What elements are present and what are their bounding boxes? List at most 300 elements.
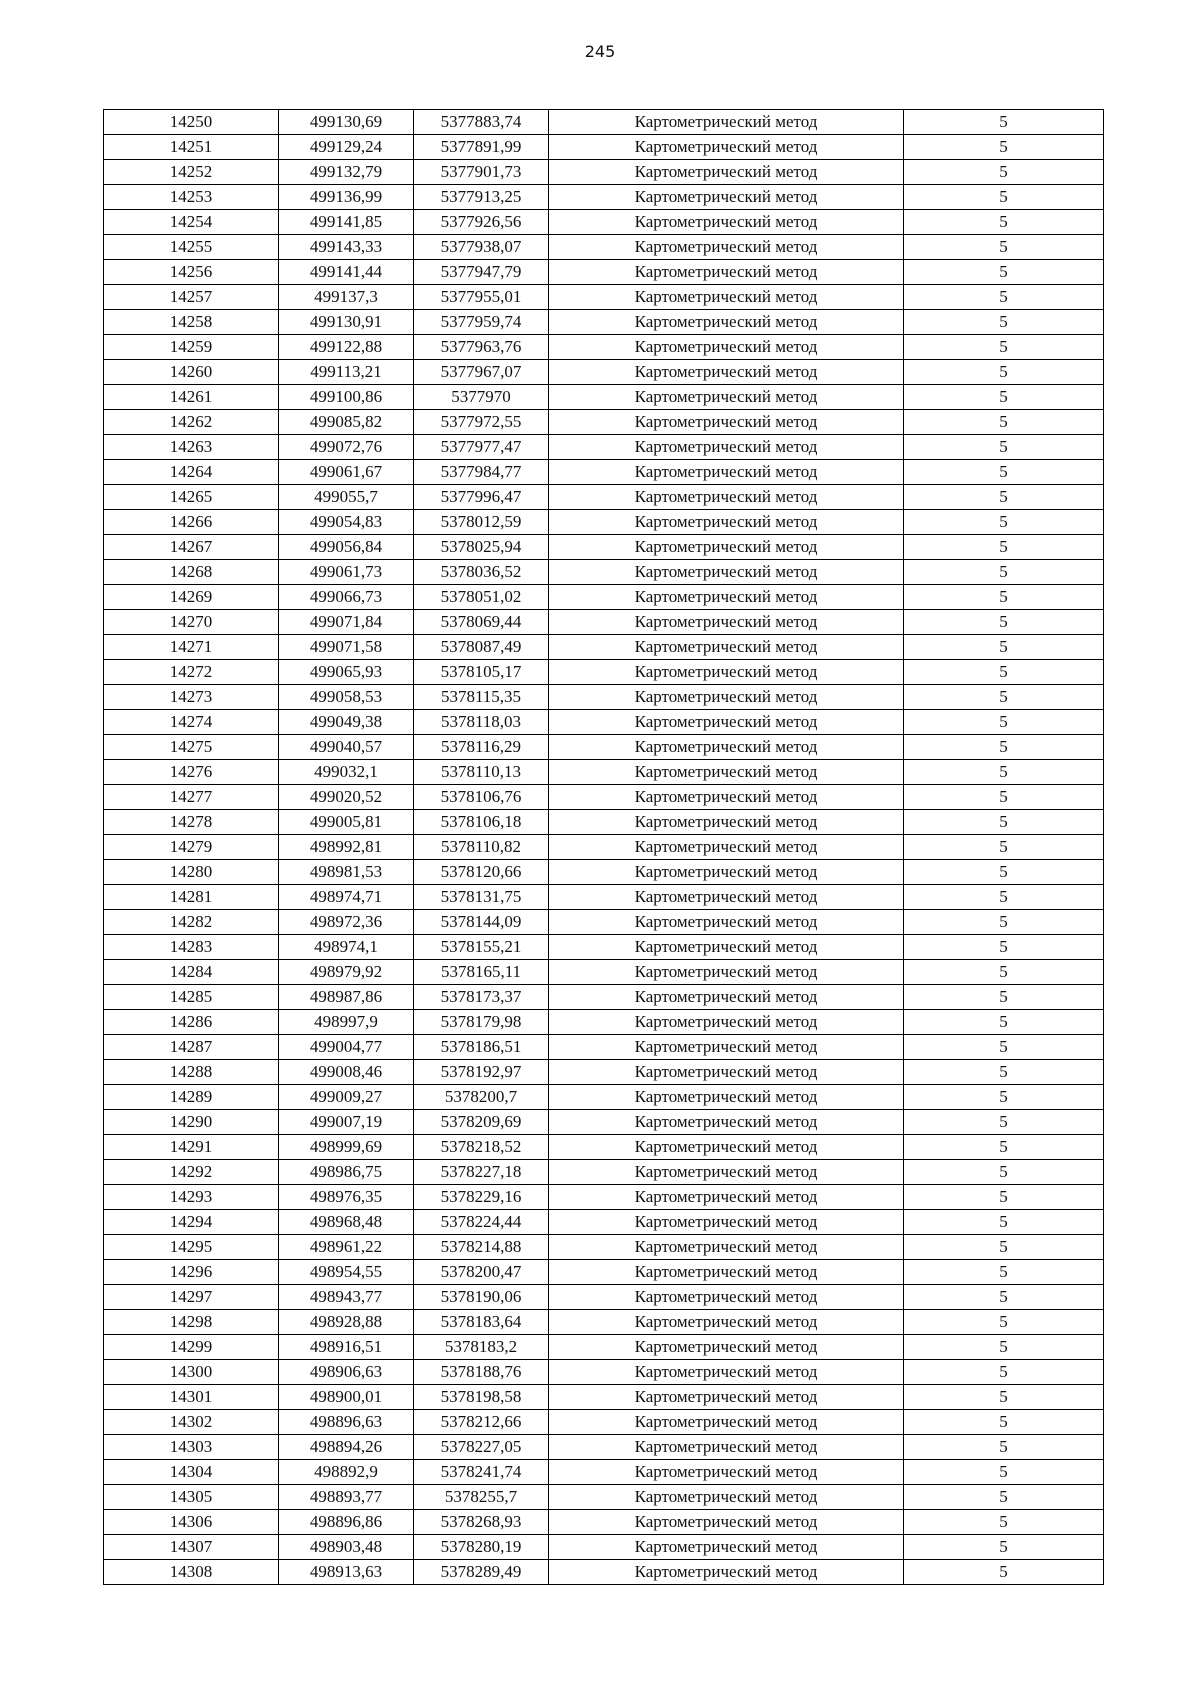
method-cell: Картометрический метод [549, 1535, 904, 1560]
y-coordinate-cell: 5377926,56 [414, 210, 549, 235]
table-row [104, 1510, 1104, 1535]
accuracy-cell: 5 [904, 1135, 1104, 1160]
method-cell: Картометрический метод [549, 835, 904, 860]
y-coordinate-cell: 5378227,05 [414, 1435, 549, 1460]
y-coordinate-cell: 5377955,01 [414, 285, 549, 310]
table-row [104, 835, 1104, 860]
table-row [104, 735, 1104, 760]
x-coordinate-cell: 498974,71 [279, 885, 414, 910]
y-coordinate-cell: 5378227,18 [414, 1160, 549, 1185]
method-cell: Картометрический метод [549, 985, 904, 1010]
accuracy-cell: 5 [904, 285, 1104, 310]
x-coordinate-cell: 499130,91 [279, 310, 414, 335]
table-row [104, 810, 1104, 835]
table-row [104, 785, 1104, 810]
table-row [104, 1335, 1104, 1360]
method-cell: Картометрический метод [549, 235, 904, 260]
table-row [104, 360, 1104, 385]
table-row [104, 1560, 1104, 1585]
point-number-cell: 14289 [104, 1085, 279, 1110]
accuracy-cell: 5 [904, 1260, 1104, 1285]
method-cell: Картометрический метод [549, 110, 904, 135]
y-coordinate-cell: 5377984,77 [414, 460, 549, 485]
x-coordinate-cell: 498999,69 [279, 1135, 414, 1160]
y-coordinate-cell: 5378012,59 [414, 510, 549, 535]
table-row [104, 860, 1104, 885]
point-number-cell: 14302 [104, 1410, 279, 1435]
point-number-cell: 14262 [104, 410, 279, 435]
accuracy-cell: 5 [904, 310, 1104, 335]
y-coordinate-cell: 5378036,52 [414, 560, 549, 585]
table-row [104, 1410, 1104, 1435]
table-row [104, 160, 1104, 185]
table-row [104, 510, 1104, 535]
method-cell: Картометрический метод [549, 485, 904, 510]
table-row [104, 660, 1104, 685]
accuracy-cell: 5 [904, 135, 1104, 160]
y-coordinate-cell: 5378051,02 [414, 585, 549, 610]
x-coordinate-cell: 498954,55 [279, 1260, 414, 1285]
x-coordinate-cell: 499137,3 [279, 285, 414, 310]
y-coordinate-cell: 5378173,37 [414, 985, 549, 1010]
y-coordinate-cell: 5378165,11 [414, 960, 549, 985]
method-cell: Картометрический метод [549, 1110, 904, 1135]
accuracy-cell: 5 [904, 210, 1104, 235]
accuracy-cell: 5 [904, 835, 1104, 860]
accuracy-cell: 5 [904, 960, 1104, 985]
method-cell: Картометрический метод [549, 260, 904, 285]
method-cell: Картометрический метод [549, 560, 904, 585]
y-coordinate-cell: 5378120,66 [414, 860, 549, 885]
coordinates-table [103, 109, 1104, 1585]
table-row [104, 410, 1104, 435]
point-number-cell: 14292 [104, 1160, 279, 1185]
method-cell: Картометрический метод [549, 1335, 904, 1360]
point-number-cell: 14265 [104, 485, 279, 510]
accuracy-cell: 5 [904, 660, 1104, 685]
point-number-cell: 14297 [104, 1285, 279, 1310]
y-coordinate-cell: 5378115,35 [414, 685, 549, 710]
point-number-cell: 14308 [104, 1560, 279, 1585]
point-number-cell: 14305 [104, 1485, 279, 1510]
method-cell: Картометрический метод [549, 435, 904, 460]
accuracy-cell: 5 [904, 1435, 1104, 1460]
accuracy-cell: 5 [904, 1335, 1104, 1360]
method-cell: Картометрический метод [549, 1210, 904, 1235]
x-coordinate-cell: 498974,1 [279, 935, 414, 960]
y-coordinate-cell: 5378110,13 [414, 760, 549, 785]
method-cell: Картометрический метод [549, 1010, 904, 1035]
x-coordinate-cell: 499032,1 [279, 760, 414, 785]
accuracy-cell: 5 [904, 160, 1104, 185]
accuracy-cell: 5 [904, 335, 1104, 360]
x-coordinate-cell: 499065,93 [279, 660, 414, 685]
accuracy-cell: 5 [904, 1560, 1104, 1585]
accuracy-cell: 5 [904, 1460, 1104, 1485]
x-coordinate-cell: 499049,38 [279, 710, 414, 735]
y-coordinate-cell: 5378280,19 [414, 1535, 549, 1560]
method-cell: Картометрический метод [549, 285, 904, 310]
x-coordinate-cell: 499020,52 [279, 785, 414, 810]
x-coordinate-cell: 499072,76 [279, 435, 414, 460]
point-number-cell: 14261 [104, 385, 279, 410]
point-number-cell: 14286 [104, 1010, 279, 1035]
table-row [104, 1260, 1104, 1285]
x-coordinate-cell: 499061,67 [279, 460, 414, 485]
x-coordinate-cell: 499085,82 [279, 410, 414, 435]
accuracy-cell: 5 [904, 910, 1104, 935]
table-row [104, 1160, 1104, 1185]
y-coordinate-cell: 5378183,2 [414, 1335, 549, 1360]
table-row [104, 435, 1104, 460]
accuracy-cell: 5 [904, 1060, 1104, 1085]
table-row [104, 535, 1104, 560]
method-cell: Картометрический метод [549, 135, 904, 160]
method-cell: Картометрический метод [549, 735, 904, 760]
table-row [104, 385, 1104, 410]
method-cell: Картометрический метод [549, 610, 904, 635]
table-row [104, 1185, 1104, 1210]
method-cell: Картометрический метод [549, 910, 904, 935]
x-coordinate-cell: 498913,63 [279, 1560, 414, 1585]
method-cell: Картометрический метод [549, 410, 904, 435]
method-cell: Картометрический метод [549, 1085, 904, 1110]
accuracy-cell: 5 [904, 610, 1104, 635]
accuracy-cell: 5 [904, 460, 1104, 485]
y-coordinate-cell: 5378224,44 [414, 1210, 549, 1235]
method-cell: Картометрический метод [549, 335, 904, 360]
x-coordinate-cell: 499141,44 [279, 260, 414, 285]
accuracy-cell: 5 [904, 385, 1104, 410]
accuracy-cell: 5 [904, 1185, 1104, 1210]
y-coordinate-cell: 5377977,47 [414, 435, 549, 460]
accuracy-cell: 5 [904, 410, 1104, 435]
method-cell: Картометрический метод [549, 860, 904, 885]
y-coordinate-cell: 5377959,74 [414, 310, 549, 335]
method-cell: Картометрический метод [549, 1485, 904, 1510]
method-cell: Картометрический метод [549, 1560, 904, 1585]
accuracy-cell: 5 [904, 635, 1104, 660]
table-row [104, 710, 1104, 735]
point-number-cell: 14291 [104, 1135, 279, 1160]
accuracy-cell: 5 [904, 1035, 1104, 1060]
table-row [104, 1485, 1104, 1510]
y-coordinate-cell: 5378200,7 [414, 1085, 549, 1110]
x-coordinate-cell: 499122,88 [279, 335, 414, 360]
accuracy-cell: 5 [904, 1360, 1104, 1385]
y-coordinate-cell: 5378241,74 [414, 1460, 549, 1485]
method-cell: Картометрический метод [549, 785, 904, 810]
method-cell: Картометрический метод [549, 685, 904, 710]
y-coordinate-cell: 5378106,18 [414, 810, 549, 835]
accuracy-cell: 5 [904, 985, 1104, 1010]
accuracy-cell: 5 [904, 235, 1104, 260]
table-row [104, 635, 1104, 660]
method-cell: Картометрический метод [549, 1285, 904, 1310]
accuracy-cell: 5 [904, 560, 1104, 585]
coordinates-table-body [104, 110, 1104, 1585]
table-row [104, 1010, 1104, 1035]
y-coordinate-cell: 5378186,51 [414, 1035, 549, 1060]
table-row [104, 585, 1104, 610]
method-cell: Картометрический метод [549, 210, 904, 235]
accuracy-cell: 5 [904, 260, 1104, 285]
method-cell: Картометрический метод [549, 535, 904, 560]
y-coordinate-cell: 5377972,55 [414, 410, 549, 435]
accuracy-cell: 5 [904, 1010, 1104, 1035]
point-number-cell: 14294 [104, 1210, 279, 1235]
method-cell: Картометрический метод [549, 1310, 904, 1335]
method-cell: Картометрический метод [549, 1135, 904, 1160]
method-cell: Картометрический метод [549, 185, 904, 210]
x-coordinate-cell: 499008,46 [279, 1060, 414, 1085]
table-row [104, 560, 1104, 585]
accuracy-cell: 5 [904, 585, 1104, 610]
method-cell: Картометрический метод [549, 1035, 904, 1060]
y-coordinate-cell: 5378218,52 [414, 1135, 549, 1160]
table-row [104, 335, 1104, 360]
accuracy-cell: 5 [904, 1110, 1104, 1135]
table-row [104, 235, 1104, 260]
y-coordinate-cell: 5378110,82 [414, 835, 549, 860]
point-number-cell: 14276 [104, 760, 279, 785]
point-number-cell: 14257 [104, 285, 279, 310]
x-coordinate-cell: 498987,86 [279, 985, 414, 1010]
accuracy-cell: 5 [904, 1085, 1104, 1110]
x-coordinate-cell: 498943,77 [279, 1285, 414, 1310]
table-row [104, 135, 1104, 160]
table-row [104, 310, 1104, 335]
table-row [104, 1210, 1104, 1235]
y-coordinate-cell: 5377947,79 [414, 260, 549, 285]
accuracy-cell: 5 [904, 535, 1104, 560]
accuracy-cell: 5 [904, 685, 1104, 710]
table-row [104, 1135, 1104, 1160]
table-row [104, 185, 1104, 210]
accuracy-cell: 5 [904, 1535, 1104, 1560]
accuracy-cell: 5 [904, 435, 1104, 460]
table-row [104, 1460, 1104, 1485]
table-row [104, 760, 1104, 785]
y-coordinate-cell: 5378229,16 [414, 1185, 549, 1210]
method-cell: Картометрический метод [549, 1410, 904, 1435]
method-cell: Картометрический метод [549, 1260, 904, 1285]
y-coordinate-cell: 5377996,47 [414, 485, 549, 510]
x-coordinate-cell: 499132,79 [279, 160, 414, 185]
x-coordinate-cell: 498892,9 [279, 1460, 414, 1485]
table-row [104, 685, 1104, 710]
method-cell: Картометрический метод [549, 1385, 904, 1410]
table-row [104, 985, 1104, 1010]
point-number-cell: 14255 [104, 235, 279, 260]
point-number-cell: 14290 [104, 1110, 279, 1135]
point-number-cell: 14277 [104, 785, 279, 810]
y-coordinate-cell: 5377967,07 [414, 360, 549, 385]
x-coordinate-cell: 498916,51 [279, 1335, 414, 1360]
accuracy-cell: 5 [904, 1285, 1104, 1310]
point-number-cell: 14252 [104, 160, 279, 185]
y-coordinate-cell: 5378025,94 [414, 535, 549, 560]
x-coordinate-cell: 499071,84 [279, 610, 414, 635]
y-coordinate-cell: 5378116,29 [414, 735, 549, 760]
point-number-cell: 14269 [104, 585, 279, 610]
point-number-cell: 14266 [104, 510, 279, 535]
point-number-cell: 14295 [104, 1235, 279, 1260]
table-row [104, 485, 1104, 510]
x-coordinate-cell: 498997,9 [279, 1010, 414, 1035]
x-coordinate-cell: 498961,22 [279, 1235, 414, 1260]
x-coordinate-cell: 498906,63 [279, 1360, 414, 1385]
point-number-cell: 14253 [104, 185, 279, 210]
point-number-cell: 14307 [104, 1535, 279, 1560]
point-number-cell: 14279 [104, 835, 279, 860]
table-row [104, 1385, 1104, 1410]
x-coordinate-cell: 499054,83 [279, 510, 414, 535]
accuracy-cell: 5 [904, 760, 1104, 785]
x-coordinate-cell: 498896,63 [279, 1410, 414, 1435]
method-cell: Картометрический метод [549, 935, 904, 960]
table-row [104, 210, 1104, 235]
point-number-cell: 14284 [104, 960, 279, 985]
point-number-cell: 14270 [104, 610, 279, 635]
y-coordinate-cell: 5378087,49 [414, 635, 549, 660]
table-row [104, 1060, 1104, 1085]
point-number-cell: 14251 [104, 135, 279, 160]
x-coordinate-cell: 499040,57 [279, 735, 414, 760]
point-number-cell: 14283 [104, 935, 279, 960]
accuracy-cell: 5 [904, 785, 1104, 810]
method-cell: Картометрический метод [549, 1460, 904, 1485]
x-coordinate-cell: 499141,85 [279, 210, 414, 235]
method-cell: Картометрический метод [549, 310, 904, 335]
y-coordinate-cell: 5378198,58 [414, 1385, 549, 1410]
point-number-cell: 14256 [104, 260, 279, 285]
point-number-cell: 14304 [104, 1460, 279, 1485]
accuracy-cell: 5 [904, 1160, 1104, 1185]
accuracy-cell: 5 [904, 360, 1104, 385]
table-row [104, 1535, 1104, 1560]
method-cell: Картометрический метод [549, 360, 904, 385]
x-coordinate-cell: 499100,86 [279, 385, 414, 410]
accuracy-cell: 5 [904, 1510, 1104, 1535]
method-cell: Картометрический метод [549, 635, 904, 660]
table-row [104, 960, 1104, 985]
x-coordinate-cell: 499005,81 [279, 810, 414, 835]
x-coordinate-cell: 499004,77 [279, 1035, 414, 1060]
point-number-cell: 14273 [104, 685, 279, 710]
x-coordinate-cell: 498968,48 [279, 1210, 414, 1235]
table-row [104, 910, 1104, 935]
table-row [104, 1435, 1104, 1460]
table-row [104, 1310, 1104, 1335]
y-coordinate-cell: 5378289,49 [414, 1560, 549, 1585]
y-coordinate-cell: 5378214,88 [414, 1235, 549, 1260]
method-cell: Картометрический метод [549, 510, 904, 535]
y-coordinate-cell: 5377963,76 [414, 335, 549, 360]
x-coordinate-cell: 498896,86 [279, 1510, 414, 1535]
table-row [104, 1085, 1104, 1110]
accuracy-cell: 5 [904, 860, 1104, 885]
x-coordinate-cell: 498986,75 [279, 1160, 414, 1185]
x-coordinate-cell: 499009,27 [279, 1085, 414, 1110]
x-coordinate-cell: 499130,69 [279, 110, 414, 135]
point-number-cell: 14272 [104, 660, 279, 685]
y-coordinate-cell: 5378144,09 [414, 910, 549, 935]
accuracy-cell: 5 [904, 1485, 1104, 1510]
accuracy-cell: 5 [904, 110, 1104, 135]
method-cell: Картометрический метод [549, 1435, 904, 1460]
y-coordinate-cell: 5377970 [414, 385, 549, 410]
method-cell: Картометрический метод [549, 460, 904, 485]
point-number-cell: 14274 [104, 710, 279, 735]
y-coordinate-cell: 5378069,44 [414, 610, 549, 635]
method-cell: Картометрический метод [549, 160, 904, 185]
y-coordinate-cell: 5377883,74 [414, 110, 549, 135]
accuracy-cell: 5 [904, 510, 1104, 535]
x-coordinate-cell: 498972,36 [279, 910, 414, 935]
y-coordinate-cell: 5378118,03 [414, 710, 549, 735]
table-row [104, 935, 1104, 960]
table-row [104, 1110, 1104, 1135]
x-coordinate-cell: 498979,92 [279, 960, 414, 985]
point-number-cell: 14268 [104, 560, 279, 585]
x-coordinate-cell: 499143,33 [279, 235, 414, 260]
accuracy-cell: 5 [904, 1385, 1104, 1410]
y-coordinate-cell: 5378192,97 [414, 1060, 549, 1085]
method-cell: Картометрический метод [549, 1510, 904, 1535]
x-coordinate-cell: 499061,73 [279, 560, 414, 585]
method-cell: Картометрический метод [549, 1360, 904, 1385]
accuracy-cell: 5 [904, 885, 1104, 910]
x-coordinate-cell: 498976,35 [279, 1185, 414, 1210]
x-coordinate-cell: 499007,19 [279, 1110, 414, 1135]
point-number-cell: 14281 [104, 885, 279, 910]
accuracy-cell: 5 [904, 1410, 1104, 1435]
accuracy-cell: 5 [904, 1210, 1104, 1235]
point-number-cell: 14278 [104, 810, 279, 835]
method-cell: Картометрический метод [549, 1235, 904, 1260]
accuracy-cell: 5 [904, 185, 1104, 210]
x-coordinate-cell: 499071,58 [279, 635, 414, 660]
method-cell: Картометрический метод [549, 585, 904, 610]
method-cell: Картометрический метод [549, 710, 904, 735]
table-row [104, 610, 1104, 635]
y-coordinate-cell: 5377938,07 [414, 235, 549, 260]
x-coordinate-cell: 498894,26 [279, 1435, 414, 1460]
point-number-cell: 14298 [104, 1310, 279, 1335]
method-cell: Картометрический метод [549, 960, 904, 985]
table-row [104, 285, 1104, 310]
table-row [104, 460, 1104, 485]
y-coordinate-cell: 5378255,7 [414, 1485, 549, 1510]
method-cell: Картометрический метод [549, 1185, 904, 1210]
y-coordinate-cell: 5378268,93 [414, 1510, 549, 1535]
x-coordinate-cell: 498903,48 [279, 1535, 414, 1560]
accuracy-cell: 5 [904, 1235, 1104, 1260]
table-row [104, 260, 1104, 285]
x-coordinate-cell: 498981,53 [279, 860, 414, 885]
x-coordinate-cell: 499058,53 [279, 685, 414, 710]
x-coordinate-cell: 499136,99 [279, 185, 414, 210]
x-coordinate-cell: 498928,88 [279, 1310, 414, 1335]
y-coordinate-cell: 5378179,98 [414, 1010, 549, 1035]
point-number-cell: 14280 [104, 860, 279, 885]
x-coordinate-cell: 498893,77 [279, 1485, 414, 1510]
point-number-cell: 14301 [104, 1385, 279, 1410]
point-number-cell: 14288 [104, 1060, 279, 1085]
point-number-cell: 14296 [104, 1260, 279, 1285]
x-coordinate-cell: 499055,7 [279, 485, 414, 510]
